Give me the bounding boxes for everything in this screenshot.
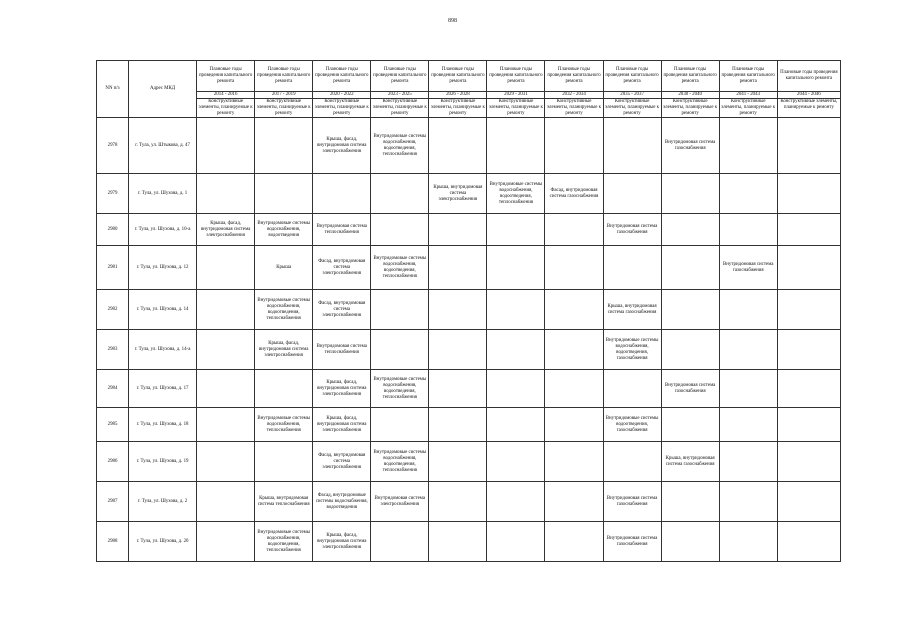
repair-elements-cell <box>719 408 777 442</box>
header-years: 2038 - 2040 <box>661 92 719 99</box>
repair-elements-cell: Крыша, фасад, внутридомовая система электроснабжения <box>255 330 313 370</box>
repair-elements-cell <box>719 482 777 522</box>
header-years: 2014 - 2016 <box>197 92 255 99</box>
repair-elements-cell <box>777 522 840 562</box>
header-years: 2035 - 2037 <box>603 92 661 99</box>
table-body <box>97 118 841 562</box>
repair-elements-cell <box>487 522 545 562</box>
header-elements-label: Конструктивные элементы, планируемые к ремонту <box>661 99 719 118</box>
repair-elements-cell <box>661 330 719 370</box>
repair-elements-cell: Внутридомовые системы водоснабжения, водоотведения, теплоснабжения <box>371 118 429 174</box>
row-number: 2983 <box>97 330 129 370</box>
repair-elements-cell <box>719 214 777 246</box>
table-header <box>97 61 841 118</box>
table-row <box>97 408 841 442</box>
repair-elements-cell <box>429 246 487 290</box>
table-row <box>97 482 841 522</box>
repair-elements-cell <box>603 370 661 408</box>
header-elements-label: Конструктивные элементы, планируемые к ремонту <box>255 99 313 118</box>
repair-elements-cell <box>545 330 603 370</box>
repair-elements-cell: Крыша <box>255 246 313 290</box>
header-years: 2023 - 2025 <box>371 92 429 99</box>
header-elements-label: Конструктивные элементы, планируемые к ремонту <box>487 99 545 118</box>
header-elements-label: Конструктивные элементы, планируемые к ремонту <box>545 99 603 118</box>
repair-elements-cell <box>487 408 545 442</box>
repair-elements-cell <box>661 482 719 522</box>
repair-elements-cell <box>545 482 603 522</box>
repair-elements-cell <box>603 442 661 482</box>
repair-elements-cell: Внутридомовая система теплоснабжения <box>313 330 371 370</box>
repair-elements-cell <box>545 214 603 246</box>
repair-elements-cell <box>197 522 255 562</box>
repair-elements-cell: Крыша, фасад, внутридомовая система электроснабжения <box>313 118 371 174</box>
repair-elements-cell: Фасад, внутридомовая система электроснабжения <box>313 246 371 290</box>
repair-elements-cell: Крыша, внутридомовая система газоснабжения <box>603 290 661 330</box>
repair-elements-cell <box>487 214 545 246</box>
repair-elements-cell: Внутридомовые системы водоснабжения, водоотведения, теплоснабжения <box>371 246 429 290</box>
table-row <box>97 370 841 408</box>
row-number: 2985 <box>97 408 129 442</box>
repair-elements-cell <box>487 118 545 174</box>
header-period-label: Плановые годы проведения капитального ремонта <box>777 61 840 92</box>
table-row <box>97 214 841 246</box>
repair-elements-cell <box>429 522 487 562</box>
repair-elements-cell: Внутридомовые системы водоснабжения, водоотведения, теплоснабжения <box>255 290 313 330</box>
repair-elements-cell <box>371 290 429 330</box>
header-period-label: Плановые годы проведения капитального ремонта <box>429 61 487 92</box>
repair-elements-cell <box>603 174 661 214</box>
repair-elements-cell: Внутридомовые системы водоснабжения, теплоснабжения <box>255 408 313 442</box>
repair-elements-cell <box>371 214 429 246</box>
header-period-label: Плановые годы проведения капитального ремонта <box>487 61 545 92</box>
repair-elements-cell: Крыша, фасад, внутридомовая система электроснабжения <box>197 214 255 246</box>
repair-elements-cell <box>197 330 255 370</box>
repair-elements-cell <box>661 290 719 330</box>
repair-elements-cell <box>197 118 255 174</box>
repair-elements-cell <box>719 118 777 174</box>
repair-elements-cell <box>197 370 255 408</box>
header-years: 2017 - 2019 <box>255 92 313 99</box>
repair-elements-cell: Крыша, внутридомовая система газоснабжения <box>661 442 719 482</box>
capital-repair-table <box>96 60 841 562</box>
repair-elements-cell <box>371 408 429 442</box>
repair-elements-cell <box>255 370 313 408</box>
repair-elements-cell <box>661 246 719 290</box>
repair-elements-cell <box>545 522 603 562</box>
repair-elements-cell <box>371 522 429 562</box>
repair-elements-cell <box>719 330 777 370</box>
page-number: 898 <box>448 18 457 24</box>
repair-elements-cell <box>777 442 840 482</box>
header-years: 2026 - 2028 <box>429 92 487 99</box>
header-period-label: Плановые годы проведения капитального ремонта <box>371 61 429 92</box>
header-years: 2029 - 2031 <box>487 92 545 99</box>
repair-elements-cell <box>487 246 545 290</box>
header-period-label: Плановые годы проведения капитального ремонта <box>603 61 661 92</box>
row-address: г. Тула, ул. Шухова, д. 10-а <box>129 214 197 246</box>
repair-elements-cell: Внутридомовая система газоснабжения <box>661 118 719 174</box>
header-period-label: Плановые годы проведения капитального ремонта <box>719 61 777 92</box>
row-address: г. Тула, ул. Шухова, д. 20 <box>129 522 197 562</box>
row-address: г. Тула, ул. Шухова, д. 19 <box>129 442 197 482</box>
repair-elements-cell: Внутридомовая система электроснабжения <box>371 482 429 522</box>
row-address: г. Тула, ул. Шухова, д. 14-а <box>129 330 197 370</box>
repair-elements-cell <box>545 370 603 408</box>
repair-elements-cell <box>545 246 603 290</box>
header-elements-label: Конструктивные элементы, планируемые к ремонту <box>777 99 840 118</box>
repair-elements-cell <box>429 408 487 442</box>
repair-elements-cell <box>487 370 545 408</box>
header-address: Адрес МКД <box>129 61 197 118</box>
repair-elements-cell <box>719 370 777 408</box>
table-row <box>97 174 841 214</box>
repair-elements-cell: Внутридомовая система газоснабжения <box>603 482 661 522</box>
table-row <box>97 442 841 482</box>
repair-elements-cell <box>661 522 719 562</box>
repair-elements-cell <box>429 442 487 482</box>
header-elements-label: Конструктивные элементы, планируемые к ремонту <box>371 99 429 118</box>
repair-elements-cell: Крыша, внутридомовая система электроснабжения <box>429 174 487 214</box>
repair-elements-cell <box>603 118 661 174</box>
repair-elements-cell <box>255 118 313 174</box>
repair-elements-cell <box>429 290 487 330</box>
repair-elements-cell: Внутридомовые системы водоснабжения, водоотведения, теплоснабжения <box>487 174 545 214</box>
table-row <box>97 330 841 370</box>
repair-elements-cell <box>255 442 313 482</box>
row-address: г. Тула, ул. Шухова, д. 12 <box>129 246 197 290</box>
header-elements-label: Конструктивные элементы, планируемые к ремонту <box>719 99 777 118</box>
header-years: 2044 - 2046 <box>777 92 840 99</box>
repair-elements-cell <box>487 442 545 482</box>
repair-elements-cell <box>197 174 255 214</box>
header-elements-label: Конструктивные элементы, планируемые к ремонту <box>313 99 371 118</box>
repair-elements-cell <box>777 330 840 370</box>
row-number: 2987 <box>97 482 129 522</box>
repair-elements-cell <box>661 408 719 442</box>
repair-elements-cell <box>777 370 840 408</box>
header-elements-label: Конструктивные элементы, планируемые к ремонту <box>603 99 661 118</box>
row-address: г. Тула, ул. Шухова, д. 14 <box>129 290 197 330</box>
repair-elements-cell <box>429 118 487 174</box>
row-number: 2980 <box>97 214 129 246</box>
repair-elements-cell <box>777 482 840 522</box>
table-row <box>97 522 841 562</box>
row-address: г. Тула, ул. Шухова, д. 17 <box>129 370 197 408</box>
repair-elements-cell <box>719 442 777 482</box>
repair-elements-cell <box>429 482 487 522</box>
repair-elements-cell: Фасад, внутридомовая система электроснабжения <box>313 290 371 330</box>
repair-elements-cell: Внутридомовые системы водоснабжения, водоотведения, теплоснабжения <box>255 522 313 562</box>
row-address: г. Тула, ул. Шухова, д. 18 <box>129 408 197 442</box>
repair-elements-cell: Внутридомовая система теплоснабжения <box>313 214 371 246</box>
repair-elements-cell: Крыша, фасад, внутридомовая система электроснабжения <box>313 522 371 562</box>
repair-elements-cell <box>777 290 840 330</box>
repair-elements-cell <box>255 174 313 214</box>
repair-elements-cell: Крыша, внутридомовая система теплоснабжения <box>255 482 313 522</box>
row-address: г. Тула, ул. Шухова, д. 2 <box>129 482 197 522</box>
header-years: 2041 - 2043 <box>719 92 777 99</box>
repair-elements-cell <box>429 370 487 408</box>
row-number: 2984 <box>97 370 129 408</box>
repair-elements-cell: Крыша, фасад, внутридомовая система электроснабжения <box>313 370 371 408</box>
repair-elements-cell: Внутридомовые системы водоснабжения, водоотведения, газоснабжения <box>603 330 661 370</box>
repair-elements-cell <box>661 174 719 214</box>
repair-elements-cell <box>197 442 255 482</box>
repair-elements-cell: Крыша, фасад, внутридомовая система электроснабжения <box>313 408 371 442</box>
row-number: 2986 <box>97 442 129 482</box>
repair-elements-cell <box>777 214 840 246</box>
row-number: 2988 <box>97 522 129 562</box>
repair-elements-cell <box>545 290 603 330</box>
header-years: 2032 - 2034 <box>545 92 603 99</box>
repair-elements-cell: Внутридомовые системы водоснабжения, водоотведения <box>255 214 313 246</box>
repair-elements-cell: Внутридомовые системы водоснабжения, водоотведения, теплоснабжения <box>371 370 429 408</box>
repair-elements-cell <box>719 174 777 214</box>
repair-elements-cell: Фасад, внутридомовая система газоснабжения <box>545 174 603 214</box>
row-number: 2981 <box>97 246 129 290</box>
repair-elements-cell: Внутридомовая система газоснабжения <box>719 246 777 290</box>
repair-elements-cell <box>545 442 603 482</box>
repair-elements-cell: Внутридомовая система газоснабжения <box>661 370 719 408</box>
repair-elements-cell <box>197 246 255 290</box>
header-period-label: Плановые годы проведения капитального ремонта <box>255 61 313 92</box>
table-row <box>97 246 841 290</box>
repair-elements-cell <box>197 482 255 522</box>
repair-elements-cell <box>371 330 429 370</box>
header-years: 2020 - 2022 <box>313 92 371 99</box>
row-number: 2979 <box>97 174 129 214</box>
repair-elements-cell <box>429 214 487 246</box>
header-period-label: Плановые годы проведения капитального ремонта <box>545 61 603 92</box>
repair-elements-cell <box>313 174 371 214</box>
repair-elements-cell <box>777 408 840 442</box>
header-period-label: Плановые годы проведения капитального ремонта <box>661 61 719 92</box>
table-row <box>97 118 841 174</box>
header-elements-label: Конструктивные элементы, планируемые к ремонту <box>197 99 255 118</box>
repair-elements-cell <box>545 118 603 174</box>
repair-elements-cell <box>487 330 545 370</box>
repair-elements-cell: Внутридомовая система газоснабжения <box>603 522 661 562</box>
header-elements-label: Конструктивные элементы, планируемые к ремонту <box>429 99 487 118</box>
repair-elements-cell: Фасад, внутридомовая система электроснабжения <box>313 442 371 482</box>
repair-elements-cell <box>487 482 545 522</box>
row-number: 2978 <box>97 118 129 174</box>
repair-elements-cell: Фасад, внутридомовые системы водоснабжения, водоотведения <box>313 482 371 522</box>
repair-elements-cell <box>777 118 840 174</box>
repair-elements-cell <box>197 408 255 442</box>
repair-elements-cell: Внутридомовая система газоснабжения <box>603 214 661 246</box>
repair-elements-cell <box>661 214 719 246</box>
repair-elements-cell <box>603 246 661 290</box>
header-num: NN п/з <box>97 61 129 118</box>
row-address: г. Тула, ул. Шухова, д. 1 <box>129 174 197 214</box>
row-address: г. Тула, ул. Штыкова, д. 47 <box>129 118 197 174</box>
repair-elements-cell <box>545 408 603 442</box>
table-row <box>97 290 841 330</box>
header-period-label: Плановые годы проведения капитального ремонта <box>197 61 255 92</box>
row-number: 2982 <box>97 290 129 330</box>
repair-elements-cell: Внутридомовые системы водоотведения, газоснабжения <box>603 408 661 442</box>
repair-elements-cell <box>719 290 777 330</box>
repair-elements-cell <box>429 330 487 370</box>
header-period-label: Плановые годы проведения капитального ремонта <box>313 61 371 92</box>
repair-elements-cell <box>719 522 777 562</box>
repair-elements-cell: Внутридомовые системы водоснабжения, водоотведения, теплоснабжения <box>371 442 429 482</box>
repair-elements-cell <box>777 174 840 214</box>
repair-elements-cell <box>777 246 840 290</box>
repair-elements-cell <box>371 174 429 214</box>
repair-elements-cell <box>197 290 255 330</box>
repair-elements-cell <box>487 290 545 330</box>
